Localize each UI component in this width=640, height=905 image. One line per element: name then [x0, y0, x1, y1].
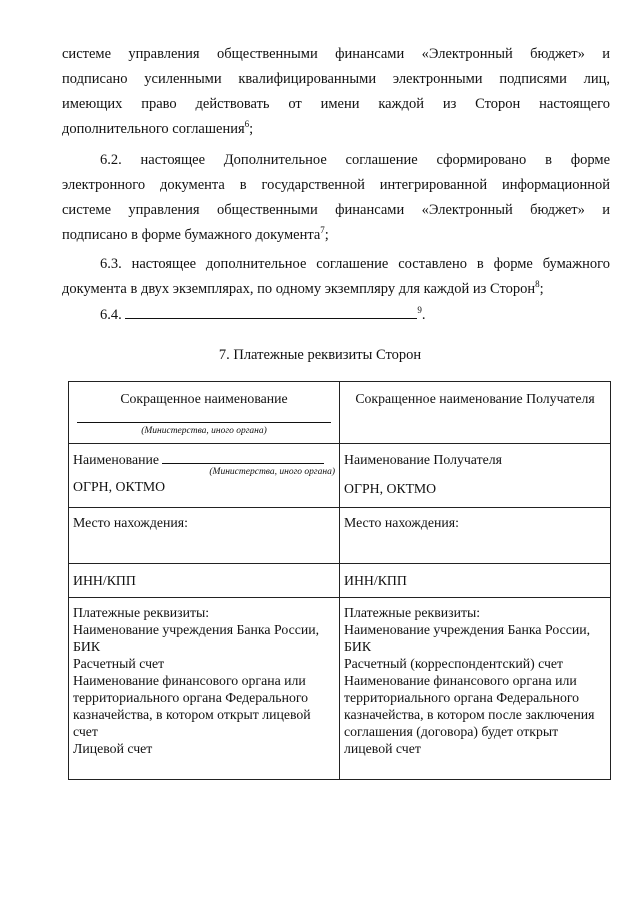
address-label: Место нахождения:	[344, 515, 459, 530]
text-line: системе управления общественными финансами «Электронный бюджет» и	[62, 46, 610, 62]
paragraph-6-1-continuation	[62, 42, 610, 142]
text-line: имеющих право действовать от имени каждой из Сторон настоящего	[62, 96, 610, 112]
cell-right-address	[340, 508, 611, 564]
text-line: подписано в форме бумажного документа	[62, 227, 321, 243]
cell-right-payment	[340, 598, 611, 780]
text-line-with-blank	[62, 303, 610, 328]
caption: (Министерства, иного органа)	[209, 467, 335, 477]
footnote-ref[interactable]: 9	[417, 305, 422, 316]
fill-in-line[interactable]	[77, 416, 331, 423]
inn-label: ИНН/КПП	[73, 573, 136, 588]
footnote-ref[interactable]: 8	[535, 279, 540, 290]
cell-left-payment	[69, 598, 340, 780]
fill-in-blank[interactable]	[125, 304, 417, 319]
footnote-ref[interactable]: 7	[320, 225, 325, 236]
cell-right-inn	[340, 564, 611, 598]
punctuation: .	[421, 307, 426, 323]
text-line: документа в двух экземплярах, по одному экземпляру для каждой из Сторон	[62, 281, 536, 297]
text-line-with-footnote	[62, 117, 610, 142]
header-right-title: Сокращенное наименование Получателя	[355, 391, 595, 406]
paragraph-6-2	[62, 148, 610, 248]
clause-number: 6.4.	[100, 307, 122, 323]
cell-left-name	[69, 444, 340, 508]
name-label: Наименование	[73, 452, 159, 467]
table-row-address	[69, 508, 611, 564]
ogrn-label: ОГРН, ОКТМО	[344, 481, 437, 496]
section-heading: 7. Платежные реквизиты Сторон	[218, 347, 422, 363]
table-row-payment	[69, 598, 611, 780]
table-header-row	[69, 382, 611, 444]
payment-line: Наименование учреждения Банка России, БИК	[73, 622, 320, 654]
payment-line: Платежные реквизиты:	[73, 605, 210, 620]
payment-line: Лицевой счет	[73, 741, 153, 756]
payment-line: Наименование учреждения Банка России, БИК	[344, 622, 591, 654]
cell-left-address	[69, 508, 340, 564]
text-line: 6.3. настоящее дополнительное соглашение составлено в форме бумажного	[100, 256, 610, 272]
text-line: системе управления общественными финансами «Электронный бюджет» и	[62, 202, 610, 218]
text-line: 6.2. настоящее Дополнительное соглашение сформировано в форме	[100, 152, 610, 168]
address-label: Место нахождения:	[73, 515, 188, 530]
text-line-with-footnote	[62, 223, 610, 248]
punctuation: ;	[324, 227, 329, 243]
fill-in-line[interactable]	[162, 451, 324, 464]
payment-line: Наименование финансового органа или территориального органа Федерального казначейства, в котором после заключения соглашения (договора) будет открыт лицевой счет	[344, 673, 595, 756]
payment-line: Расчетный счет	[73, 656, 165, 671]
text-line: подписано усиленными квалифицированными электронными подписями лиц,	[62, 71, 610, 87]
text-line: электронного документа в государственной интегрированной информационной	[62, 177, 610, 193]
text-line: дополнительного соглашения	[62, 121, 245, 137]
ogrn-label: ОГРН, ОКТМО	[73, 479, 166, 494]
cell-left-inn	[69, 564, 340, 598]
header-cell-left	[69, 382, 340, 444]
header-left-title: Сокращенное наименование	[120, 391, 288, 406]
header-cell-right	[340, 382, 611, 444]
cell-right-name	[340, 444, 611, 508]
payment-line: Наименование финансового органа или территориального органа Федерального казначейства, в котором открыт лицевой счет	[73, 673, 311, 739]
table-row-inn	[69, 564, 611, 598]
punctuation: ;	[249, 121, 254, 137]
caption: (Министерства, иного органа)	[141, 426, 267, 436]
footnote-ref[interactable]: 6	[244, 119, 250, 130]
table-row-name	[69, 444, 611, 508]
paragraph-6-3	[62, 252, 610, 302]
punctuation: ;	[539, 281, 544, 297]
paragraph-6-4	[62, 303, 610, 328]
payment-line: Платежные реквизиты:	[344, 605, 481, 620]
requisites-table	[68, 381, 611, 780]
text-line-with-footnote	[62, 277, 610, 302]
name-label: Наименование Получателя	[344, 452, 502, 467]
payment-line: Расчетный (корреспондентский) счет	[344, 656, 564, 671]
inn-label: ИНН/КПП	[344, 573, 407, 588]
